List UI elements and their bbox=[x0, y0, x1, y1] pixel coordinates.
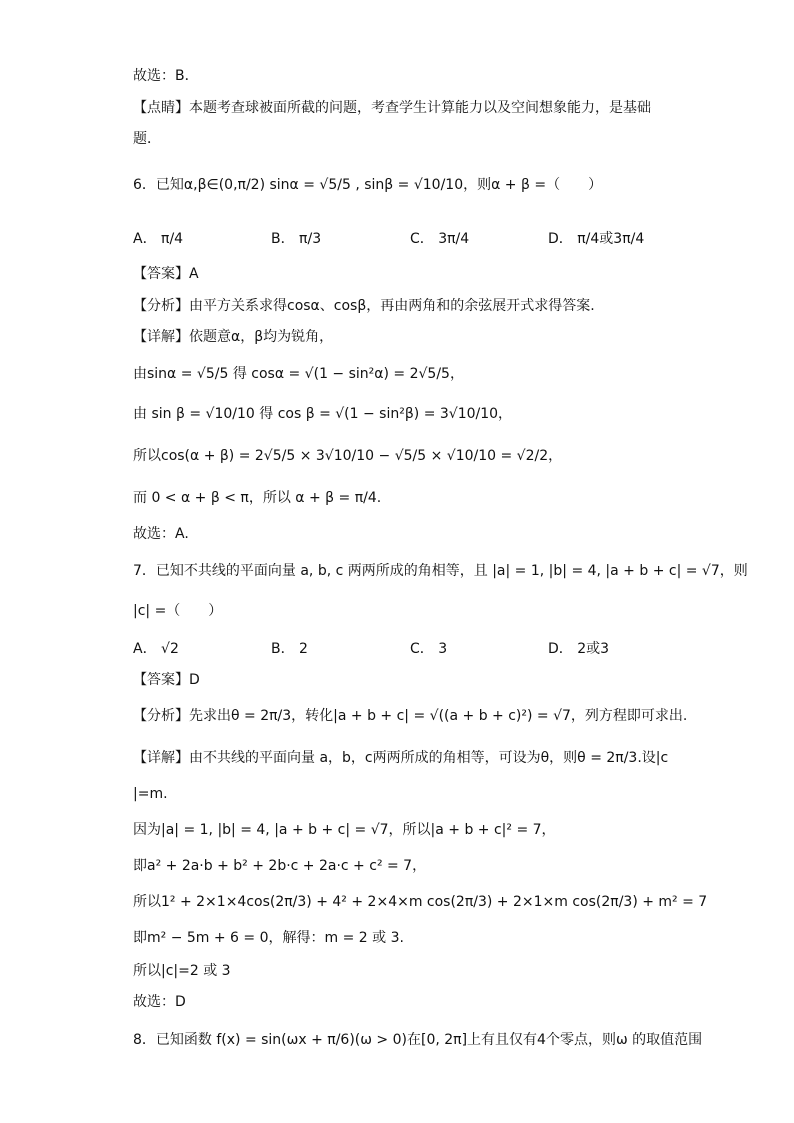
comment-line bbox=[133, 98, 651, 118]
question-6: 6．已知α,β∈(0,π/2) sinα = √5/5 , sinβ = √10/10，则α + β =（ ） bbox=[133, 177, 603, 193]
q7-analysis bbox=[133, 706, 687, 726]
answer-line-b: 故选：B． bbox=[133, 68, 199, 84]
q6-option-c: C． 3π/4 bbox=[410, 231, 470, 247]
detail-tag: 【详解】 bbox=[133, 750, 189, 766]
detail-tag: 【详解】 bbox=[133, 329, 189, 345]
q6-step-1: 由sinα = √5/5 得 cosα = √(1 − sin²α) = 2√5/5， bbox=[133, 366, 464, 382]
analysis-tag: 【分析】 bbox=[133, 708, 189, 724]
answer-tag: 【答案】 bbox=[133, 266, 189, 282]
q6-step-3: 所以cos(α + β) = 2√5/5 × 3√10/10 − √5/5 × √10/10 = √2/2， bbox=[133, 448, 563, 464]
q6-detail bbox=[133, 327, 333, 347]
analysis-tag: 【分析】 bbox=[133, 298, 189, 314]
detail-text: 由不共线的平面向量 a，b，c两两所成的角相等，可设为θ，则θ = 2π/3.设|c bbox=[189, 750, 669, 766]
q6-step-4: 而 0 < α + β < π，所以 α + β = π/4. bbox=[133, 490, 382, 506]
q6-step-2: 由 sin β = √10/10 得 cos β = √(1 − sin²β) = 3√10/10， bbox=[133, 406, 513, 422]
q7-answer bbox=[133, 670, 200, 690]
comment-tag: 【点睛】 bbox=[133, 100, 189, 116]
q7-step-2: 即a² + 2a·b + b² + 2b·c + 2a·c + c² = 7， bbox=[133, 858, 427, 874]
q6-option-d: D． π/4或3π/4 bbox=[548, 231, 645, 247]
detail-text: 依题意α，β均为锐角， bbox=[189, 329, 334, 345]
q7-step-4: 即m² − 5m + 6 = 0，解得：m = 2 或 3. bbox=[133, 930, 404, 946]
q7-step-3: 所以1² + 2×1×4cos(2π/3) + 4² + 2×4×m cos(2π/3) + 2×1×m cos(2π/3) + m² = 7 bbox=[133, 894, 708, 910]
answer-value: D bbox=[189, 672, 200, 688]
question-8: 8．已知函数 f(x) = sin(ωx + π/6)(ω > 0)在[0, 2π]上有且仅有4个零点，则ω 的取值范围 bbox=[133, 1032, 703, 1048]
q6-conclusion: 故选：A. bbox=[133, 526, 189, 542]
q6-option-b: B． π/3 bbox=[271, 231, 322, 247]
analysis-text: 先求出θ = 2π/3，转化|a + b + c| = √((a + b + c)²) = √7，列方程即可求出. bbox=[189, 708, 688, 724]
analysis-text: 由平方关系求得cosα、cosβ，再由两角和的余弦展开式求得答案. bbox=[189, 298, 595, 314]
answer-value: A bbox=[189, 266, 199, 282]
q7-option-a: A． √2 bbox=[133, 641, 179, 657]
q7-detail-cont: |=m. bbox=[133, 786, 168, 802]
q7-step-5: 所以|c|=2 或 3 bbox=[133, 963, 231, 979]
question-7-cont: |c| =（ ） bbox=[133, 603, 223, 619]
q7-option-d: D． 2或3 bbox=[548, 641, 610, 657]
q7-conclusion: 故选：D bbox=[133, 994, 186, 1010]
answer-tag: 【答案】 bbox=[133, 672, 189, 688]
q7-step-1: 因为|a| = 1, |b| = 4, |a + b + c| = √7，所以|a + b + c|² = 7， bbox=[133, 822, 556, 838]
q7-option-b: B． 2 bbox=[271, 641, 308, 657]
comment-text: 本题考查球被面所截的问题，考查学生计算能力以及空间想象能力，是基础 bbox=[189, 100, 651, 116]
q6-answer bbox=[133, 264, 199, 284]
comment-line-2: 题． bbox=[133, 131, 161, 147]
q7-detail bbox=[133, 748, 668, 768]
q6-option-a: A． π/4 bbox=[133, 231, 184, 247]
q7-option-c: C． 3 bbox=[410, 641, 448, 657]
q6-analysis bbox=[133, 296, 595, 316]
question-7: 7．已知不共线的平面向量 a, b, c 两两所成的角相等，且 |a| = 1, |b| = 4, |a + b + c| = √7，则 bbox=[133, 563, 748, 579]
